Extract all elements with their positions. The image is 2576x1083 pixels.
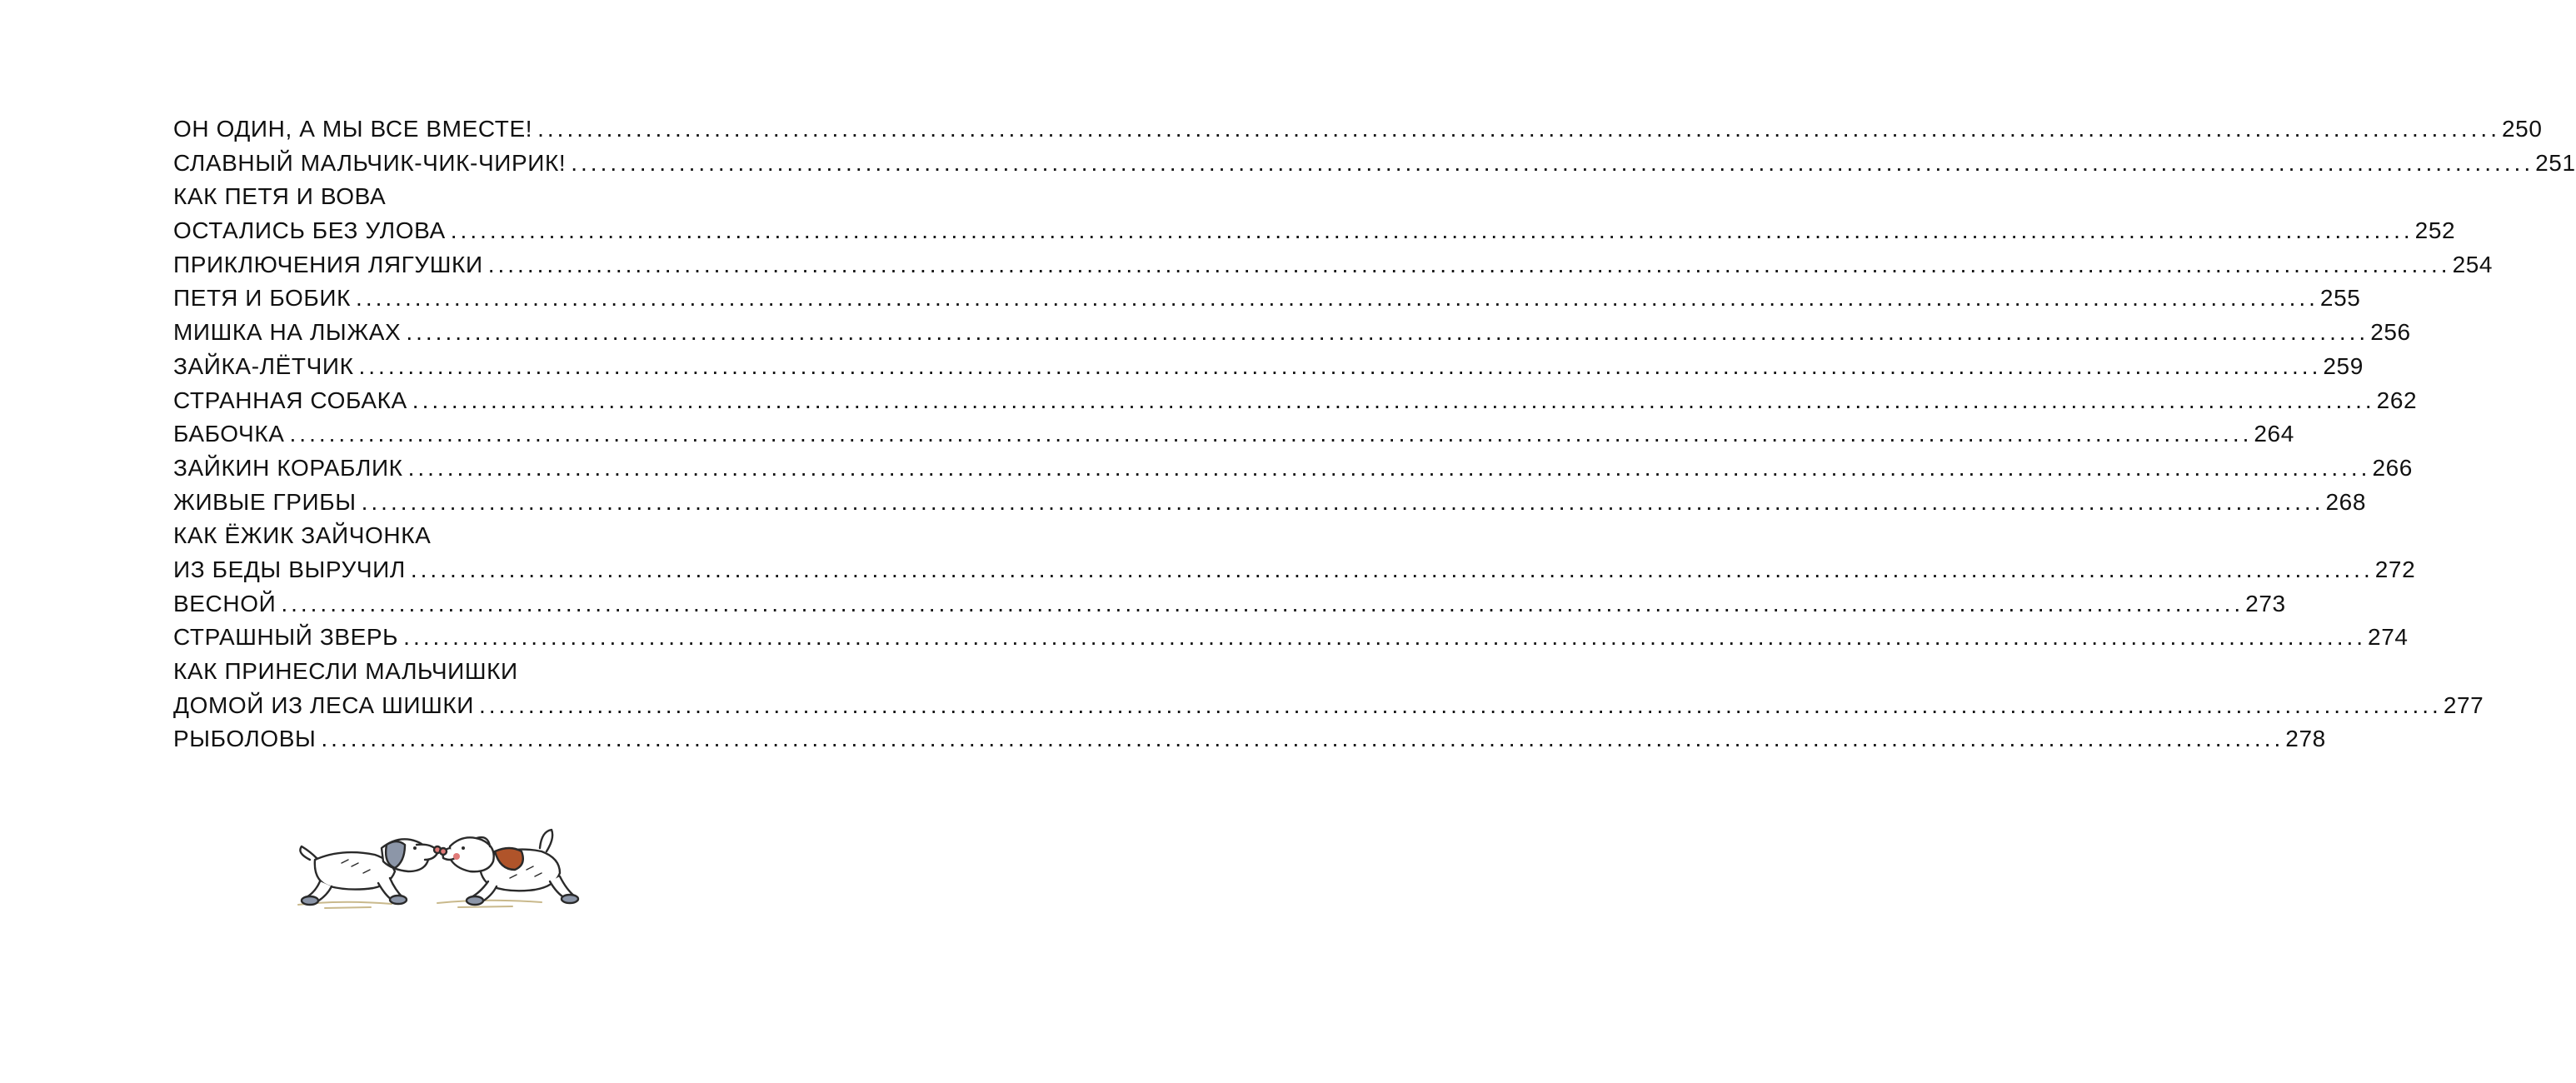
toc-entry-title: КАК ПРИНЕСЛИ МАЛЬЧИШКИ (173, 658, 518, 684)
toc-dot-leader: ........................................................................................................................................................................................................ (412, 387, 2375, 413)
toc-page-number: 272 (2374, 556, 2416, 582)
toc-entry-title: СТРАННАЯ СОБАКА (173, 387, 407, 413)
toc-entry-title: СЛАВНЫЙ МАЛЬЧИК-ЧИК-ЧИРИК! (173, 149, 567, 176)
toc-entry-title: ВЕСНОЙ (173, 590, 277, 616)
toc-dot-leader: ........................................................................................................................................................................................................ (487, 251, 2451, 277)
toc-entry[interactable] (173, 251, 2494, 286)
toc-entry-title: БАБОЧКА (173, 421, 285, 447)
toc-dot-leader: ........................................................................................................................................................................................................ (358, 352, 2322, 379)
toc-page-number: 255 (2319, 285, 2361, 312)
toc-dot-leader: ........................................................................................................................................................................................................ (281, 590, 2244, 616)
toc-dot-leader: ........................................................................................................................................................................................................ (537, 116, 2500, 142)
toc-entry[interactable] (173, 421, 2294, 455)
toc-entry[interactable] (173, 590, 2286, 625)
toc-entry-title: ИЗ БЕДЫ ВЫРУЧИЛ (173, 556, 406, 582)
toc-dot-leader: ........................................................................................................................................................................................................ (478, 691, 2442, 718)
toc-page-number: 256 (2370, 319, 2411, 346)
toc-page-number: 268 (2325, 488, 2367, 515)
toc-entry-title: СТРАШНЫЙ ЗВЕРЬ (173, 624, 399, 651)
two-puppies-illustration (292, 823, 592, 915)
toc-dot-leader: ........................................................................................................................................................................................................ (321, 726, 2284, 752)
toc-entry-title: КАК ПЕТЯ И ВОВА (173, 183, 387, 210)
toc-page-number: 259 (2323, 352, 2364, 379)
toc-entry[interactable] (173, 691, 2484, 726)
toc-dot-leader: ........................................................................................................................................................................................................ (356, 285, 2319, 312)
toc-entry[interactable] (173, 556, 2416, 591)
toc-entry[interactable] (173, 387, 2418, 422)
toc-dot-leader: ........................................................................................................................................................................................................ (571, 149, 2534, 176)
two-puppies-icon (292, 823, 592, 915)
toc-entry[interactable] (173, 352, 2364, 387)
toc-entry[interactable] (173, 658, 703, 692)
toc-dot-leader: ........................................................................................................................................................................................................ (361, 488, 2324, 515)
toc-dot-leader: ........................................................................................................................................................................................................ (410, 556, 2374, 582)
toc-entry[interactable] (173, 116, 2543, 150)
right-puppy (440, 830, 578, 905)
toc-entry[interactable] (173, 285, 2361, 319)
toc-entry-title: ОСТАЛИСЬ БЕЗ УЛОВА (173, 217, 446, 244)
toc-page-number: 274 (2368, 624, 2409, 651)
toc-entry-title: ЖИВЫЕ ГРИБЫ (173, 488, 357, 515)
toc-page-number: 262 (2376, 387, 2418, 413)
toc-entry-title: ПЕТЯ И БОБИК (173, 285, 352, 312)
toc-entry[interactable] (173, 183, 703, 217)
toc-entry[interactable] (173, 624, 2409, 658)
toc-entry[interactable] (173, 522, 703, 556)
toc-entry-title: ОН ОДИН, А МЫ ВСЕ ВМЕСТЕ! (173, 116, 533, 142)
toc-entry[interactable] (173, 726, 2326, 760)
ground-shadow (298, 901, 542, 908)
toc-entry-title: РЫБОЛОВЫ (173, 726, 317, 752)
toc-page-number: 266 (2372, 454, 2413, 481)
left-puppy (300, 839, 441, 905)
toc-dot-leader: ........................................................................................................................................................................................................ (407, 454, 2371, 481)
toc-page-number: 252 (2414, 217, 2456, 244)
toc-dot-leader: ........................................................................................................................................................................................................ (289, 421, 2253, 447)
toc-page-number: 277 (2443, 691, 2484, 718)
toc-entry[interactable] (173, 149, 2576, 184)
toc-entry[interactable] (173, 488, 2367, 523)
toc-entry-title: ЗАЙКА-ЛЁТЧИК (173, 352, 354, 379)
toc-entry-title: ДОМОЙ ИЗ ЛЕСА ШИШКИ (173, 691, 474, 718)
toc-entry-title: КАК ЁЖИК ЗАЙЧОНКА (173, 522, 432, 549)
toc-entry-title: МИШКА НА ЛЫЖАХ (173, 319, 402, 346)
toc-entry[interactable] (173, 454, 2413, 489)
toc-entry[interactable] (173, 217, 2456, 252)
toc-entry-title: ЗАЙКИН КОРАБЛИК (173, 454, 403, 481)
toc-dot-leader: ........................................................................................................................................................................................................ (403, 624, 2367, 651)
toc-page-number: 278 (2285, 726, 2326, 752)
toc-page-number: 264 (2254, 421, 2294, 447)
toc-page-number: 254 (2452, 251, 2494, 277)
toc-page-number: 273 (2245, 590, 2286, 616)
toc-dot-leader: ........................................................................................................................................................................................................ (450, 217, 2414, 244)
toc-dot-leader: ........................................................................................................................................................................................................ (406, 319, 2369, 346)
toc-page-number: 250 (2501, 116, 2543, 142)
toc-entry[interactable] (173, 319, 2411, 353)
toc-page-number: 251 (2535, 149, 2576, 176)
toc-entry-title: ПРИКЛЮЧЕНИЯ ЛЯГУШКИ (173, 251, 483, 277)
table-of-contents (173, 116, 2576, 760)
